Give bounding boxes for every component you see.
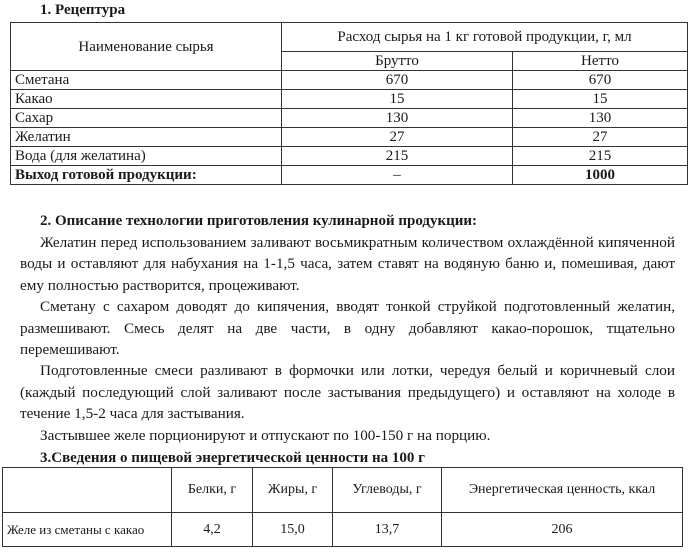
total-netto: 1000 — [513, 166, 688, 185]
header-consumption: Расход сырья на 1 кг готовой продукции, г, мл — [282, 23, 688, 52]
header-ingredient-name: Наименование сырья — [11, 23, 282, 71]
table-total-row — [11, 166, 688, 185]
table-header-row — [3, 468, 683, 513]
proteins-value: 4,2 — [172, 513, 253, 547]
netto-value: 215 — [513, 147, 688, 166]
total-brutto: – — [282, 166, 513, 185]
brutto-value: 27 — [282, 128, 513, 147]
paragraph: Желатин перед использованием заливают восьмикратным количеством охлаждённой кипяченной воды и оставляют для набухания на 1-1,5 часа, затем ставят на водяную баню и, помешивая, дают ему полностью растворится, процеживают. — [20, 234, 675, 294]
total-label: Выход готовой продукции: — [11, 166, 282, 185]
section-title-nutrition: 3.Сведения о пищевой энергетической ценности на 100 г — [40, 450, 425, 466]
brutto-value: 15 — [282, 90, 513, 109]
ingredient-name: Сметана — [11, 71, 282, 90]
header-fats: Жиры, г — [253, 468, 333, 513]
energy-value: 206 — [442, 513, 683, 547]
section-title-recipe: 1. Рецептура — [40, 2, 126, 18]
paragraph: Подготовленные смеси разливают в формочки или лотки, чередуя белый и коричневый слои (каждый последующий слой заливают после застывания предыдущего) и оставляют на холоде в течение 1,5-2 часа для застывания. — [20, 362, 675, 423]
table-row — [11, 90, 688, 109]
header-energy: Энергетическая ценность, ккал — [442, 468, 683, 513]
header-proteins: Белки, г — [172, 468, 253, 513]
ingredient-name: Какао — [11, 90, 282, 109]
netto-value: 670 — [513, 71, 688, 90]
paragraph: Застывшее желе порционируют и отпускают по 100-150 г на порцию. — [40, 426, 491, 444]
table-row — [11, 109, 688, 128]
header-netto: Нетто — [513, 52, 688, 71]
netto-value: 27 — [513, 128, 688, 147]
ingredient-name: Сахар — [11, 109, 282, 128]
header-brutto: Брутто — [282, 52, 513, 71]
netto-value: 130 — [513, 109, 688, 128]
recipe-table — [10, 22, 688, 185]
section-title-technology: 2. Описание технологии приготовления кулинарной продукции: — [40, 213, 478, 229]
brutto-value: 670 — [282, 71, 513, 90]
technology-description — [20, 232, 675, 446]
carbs-value: 13,7 — [333, 513, 442, 547]
table-header-row — [11, 23, 688, 52]
brutto-value: 130 — [282, 109, 513, 128]
header-carbs: Углеводы, г — [333, 468, 442, 513]
fats-value: 15,0 — [253, 513, 333, 547]
ingredient-name: Вода (для желатина) — [11, 147, 282, 166]
dish-name: Желе из сметаны с какао — [3, 513, 172, 547]
table-row — [11, 71, 688, 90]
table-row — [11, 147, 688, 166]
header-empty — [3, 468, 172, 513]
table-row — [3, 513, 683, 547]
netto-value: 15 — [513, 90, 688, 109]
paragraph: Сметану с сахаром доводят до кипячения, вводят тонкой струйкой подготовленный желатин, размешивают. Смесь делят на две части, в одну добавляют какао-порошок, тщательно перемешивают. — [20, 298, 675, 359]
ingredient-name: Желатин — [11, 128, 282, 147]
nutrition-table — [2, 467, 683, 547]
brutto-value: 215 — [282, 147, 513, 166]
table-row — [11, 128, 688, 147]
